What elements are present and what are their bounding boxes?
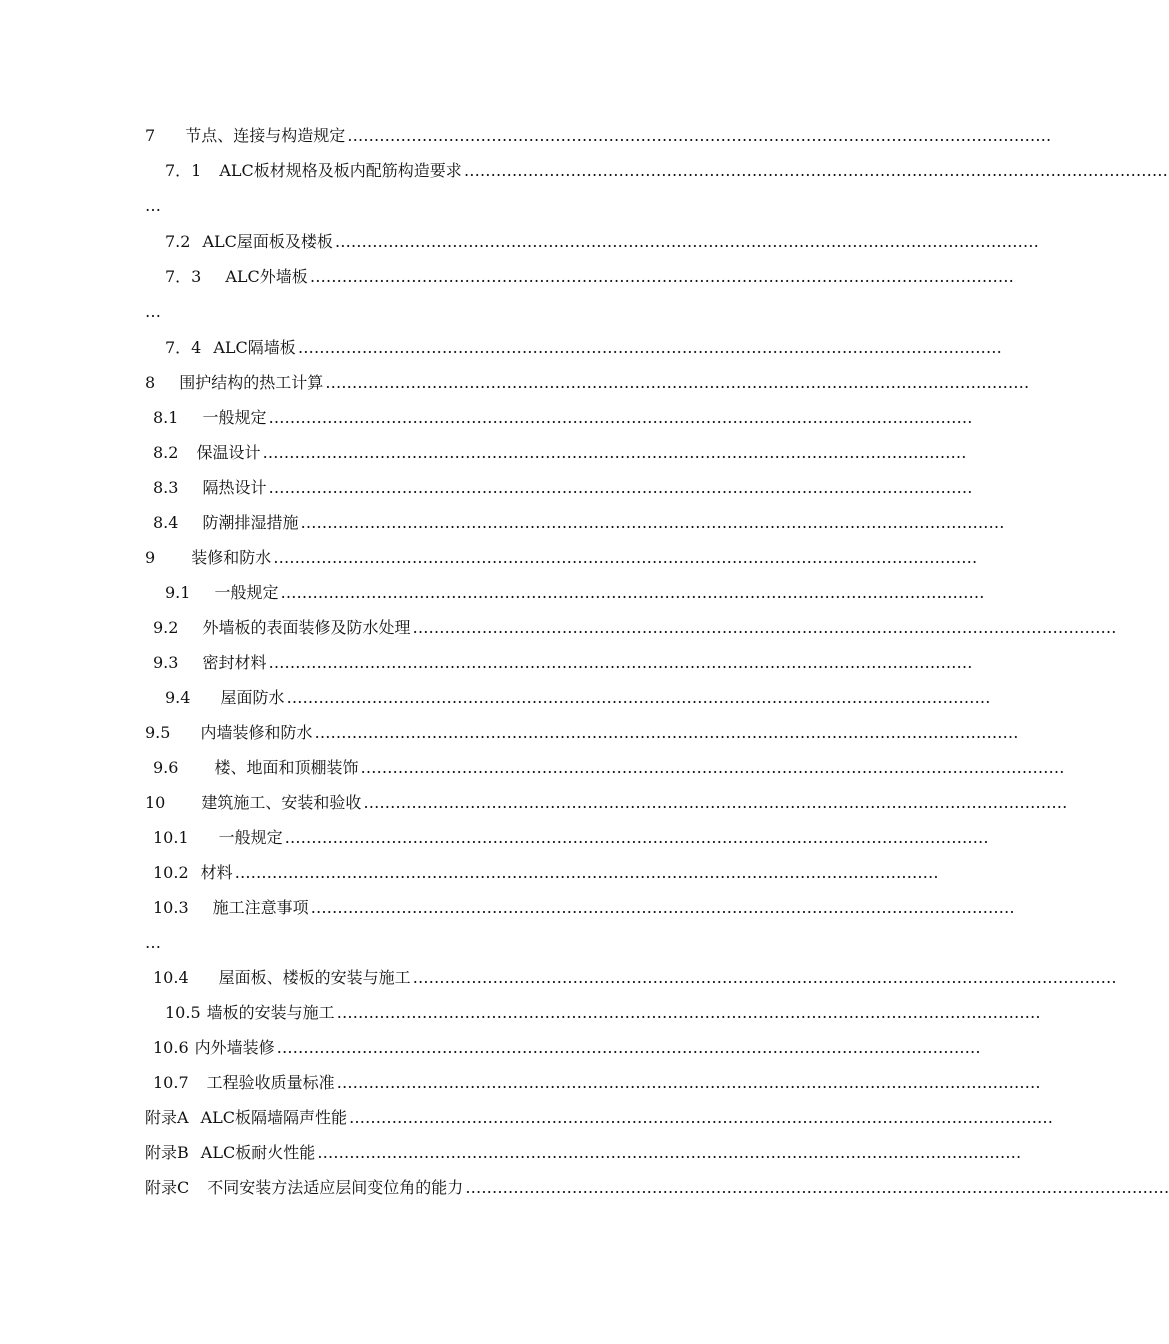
toc-entry-number: 9.2	[153, 618, 179, 637]
toc-leader-dots: ……………………………………………………………………………………………………………………	[262, 443, 967, 462]
toc-entry-label	[145, 860, 233, 886]
toc-entry-label	[145, 1000, 335, 1026]
toc-entry-title: 防潮排湿措施	[202, 513, 299, 532]
toc-entry-label	[145, 615, 410, 641]
toc-entry[interactable]	[145, 335, 1002, 361]
toc-leader-dots: ……………………………………………………………………………………………………………………	[336, 1073, 1041, 1092]
toc-entry-number: 10.6	[153, 1038, 189, 1057]
toc-entry-number: 8	[145, 373, 156, 392]
toc-leader-dots: ……………………………………………………………………………………………………………………	[412, 968, 1117, 987]
toc-leader-dots: ……………………………………………………………………………………………………………………	[286, 688, 991, 707]
toc-entry[interactable]	[145, 475, 973, 501]
toc-entry-title: 工程验收质量标准	[206, 1073, 335, 1092]
toc-entry-number: 10.2	[153, 863, 189, 882]
toc-entry[interactable]	[145, 965, 1117, 991]
toc-entry-title: 一般规定	[202, 408, 267, 427]
toc-entry[interactable]	[145, 370, 1030, 396]
toc-leader-dots: ……………………………………………………………………………………………………………………	[463, 161, 1168, 180]
toc-entry-number: 10.4	[153, 968, 189, 987]
toc-continuation-line	[145, 299, 805, 325]
toc-entry[interactable]	[145, 1140, 1022, 1166]
toc-leader-dots: ……………………………………………………………………………………………………………………	[297, 338, 1002, 357]
toc-entry-label	[145, 895, 309, 921]
toc-leader-dots: ……………………………………………………………………………………………………………………	[268, 408, 973, 427]
toc-entry-label	[145, 158, 462, 184]
toc-leader-dots: ……………………………………………………………………………………………………………………	[412, 618, 1117, 637]
toc-entry-label	[145, 825, 283, 851]
toc-entry-number: 7	[145, 126, 156, 145]
toc-leader-dots: ……………………………………………………………………………………………………………………	[325, 373, 1030, 392]
toc-entry-number: 9.1	[165, 583, 191, 602]
toc-entry[interactable]	[145, 405, 973, 431]
toc-leader-continuation: …	[145, 933, 161, 952]
toc-entry-number: 8.1	[153, 408, 179, 427]
toc-entry-number: 9.4	[165, 688, 191, 707]
toc-entry-title: 墙板的安装与施工	[206, 1003, 335, 1022]
toc-entry[interactable]	[145, 1035, 981, 1061]
toc-entry-title: ALC屋面板及楼板	[202, 232, 333, 251]
toc-entry-title: 装修和防水	[191, 548, 272, 567]
toc-entry-number: 附录C	[145, 1178, 190, 1197]
toc-entry-label	[145, 650, 266, 676]
toc-entry-title: 楼、地面和顶棚装饰	[214, 758, 359, 777]
toc-leader-dots: ……………………………………………………………………………………………………………………	[334, 232, 1039, 251]
toc-entry[interactable]	[145, 229, 1039, 255]
toc-entry-label	[145, 755, 358, 781]
toc-entry-title: 材料	[200, 863, 233, 882]
toc-entry-label	[145, 335, 296, 361]
toc-entry-title: 屋面防水	[220, 688, 285, 707]
toc-entry[interactable]	[145, 650, 973, 676]
toc-leader-dots: ……………………………………………………………………………………………………………………	[347, 126, 1052, 145]
toc-entry-label	[145, 545, 271, 571]
toc-continuation-line	[145, 193, 805, 219]
toc-entry-number: 9.3	[153, 653, 179, 672]
toc-leader-dots: ……………………………………………………………………………………………………………………	[268, 653, 973, 672]
toc-entry-title: 不同安装方法适应层间变位角的能力	[207, 1178, 464, 1197]
toc-entry-title: ALC板隔墙隔声性能	[200, 1108, 347, 1127]
toc-entry-title: 施工注意事项	[212, 898, 309, 917]
toc-entry[interactable]	[145, 615, 1117, 641]
toc-leader-dots: ……………………………………………………………………………………………………………………	[317, 1143, 1022, 1162]
toc-entry-label	[145, 510, 298, 536]
toc-entry-label	[145, 229, 333, 255]
toc-entry-title: 围护结构的热工计算	[179, 373, 324, 392]
toc-entry-title: 屋面板、楼板的安装与施工	[218, 968, 411, 987]
toc-entry-title: 隔热设计	[202, 478, 267, 497]
toc-continuation-line	[145, 930, 805, 956]
toc-entry-label	[145, 1175, 463, 1201]
toc-entry[interactable]	[145, 755, 1065, 781]
toc-entry-number: 10.1	[153, 828, 189, 847]
toc-entry-label	[145, 1070, 335, 1096]
toc-entry-number: 8.4	[153, 513, 179, 532]
toc-leader-continuation: …	[145, 196, 161, 215]
toc-entry-label	[145, 405, 266, 431]
toc-entry[interactable]	[145, 1105, 1053, 1131]
toc-entry-number: 附录B	[145, 1143, 189, 1162]
toc-leader-dots: ……………………………………………………………………………………………………………………	[284, 828, 989, 847]
toc-entry-number: 7.2	[165, 232, 191, 251]
toc-entry[interactable]	[145, 545, 978, 571]
toc-entry-number: 10.3	[153, 898, 189, 917]
toc-entry-label	[145, 965, 411, 991]
toc-entry-label	[145, 685, 284, 711]
toc-leader-continuation: …	[145, 302, 161, 321]
toc-entry[interactable]	[145, 1175, 1169, 1201]
toc-entry[interactable]	[145, 720, 1019, 746]
toc-leader-dots: ……………………………………………………………………………………………………………………	[349, 1108, 1053, 1127]
toc-entry-label	[145, 440, 260, 466]
toc-entry-label	[145, 1035, 275, 1061]
toc-entry-title: ALC板材规格及板内配筋构造要求	[219, 161, 462, 180]
toc-leader-dots: ……………………………………………………………………………………………………………………	[314, 723, 1019, 742]
toc-entry-number: 7．1	[165, 161, 202, 180]
toc-entry-number: 8.2	[153, 443, 179, 462]
toc-entry[interactable]	[145, 860, 939, 886]
toc-leader-dots: ……………………………………………………………………………………………………………………	[268, 478, 973, 497]
toc-leader-dots: ……………………………………………………………………………………………………………………	[280, 583, 985, 602]
toc-entry-title: 一般规定	[214, 583, 279, 602]
toc-leader-dots: ……………………………………………………………………………………………………………………	[300, 513, 1005, 532]
toc-entry[interactable]	[145, 895, 1015, 921]
toc-entry[interactable]	[145, 440, 967, 466]
toc-entry-title: 密封材料	[202, 653, 267, 672]
toc-entry-title: 外墙板的表面装修及防水处理	[202, 618, 411, 637]
toc-entry-label	[145, 264, 308, 290]
toc-entry-label	[145, 1105, 347, 1131]
toc-entry-number: 附录A	[145, 1108, 189, 1127]
toc-entry-number: 10.7	[153, 1073, 189, 1092]
toc-entry-number: 9.6	[153, 758, 179, 777]
toc-entry-title: 建筑施工、安装和验收	[201, 793, 362, 812]
toc-entry[interactable]	[145, 123, 1052, 149]
toc-entry-label	[145, 475, 266, 501]
toc-entry-title: ALC板耐火性能	[200, 1143, 316, 1162]
toc-entry-number: 10	[145, 793, 166, 812]
toc-leader-dots: ……………………………………………………………………………………………………………………	[360, 758, 1065, 777]
toc-entry-label	[145, 370, 323, 396]
toc-leader-dots: ……………………………………………………………………………………………………………………	[273, 548, 978, 567]
toc-leader-dots: ……………………………………………………………………………………………………………………	[234, 863, 939, 882]
toc-entry[interactable]	[145, 685, 991, 711]
toc-leader-dots: ……………………………………………………………………………………………………………………	[276, 1038, 981, 1057]
toc-entry[interactable]	[145, 158, 1168, 184]
toc-entry-number: 9	[145, 548, 156, 567]
toc-entry[interactable]	[145, 510, 1005, 536]
toc-entry-title: 内墙装修和防水	[200, 723, 313, 742]
toc-leader-dots: ……………………………………………………………………………………………………………………	[309, 267, 1014, 286]
toc-leader-dots: ……………………………………………………………………………………………………………………	[310, 898, 1015, 917]
toc-entry[interactable]	[145, 825, 989, 851]
toc-leader-dots: ……………………………………………………………………………………………………………………	[363, 793, 1068, 812]
toc-entry[interactable]	[145, 1000, 1041, 1026]
toc-entry[interactable]	[145, 580, 985, 606]
toc-entry-title: ALC外墙板	[225, 267, 308, 286]
toc-entry-label	[145, 790, 361, 816]
toc-entry-title: 保温设计	[196, 443, 261, 462]
toc-entry[interactable]	[145, 264, 1014, 290]
toc-entry-number: 8.3	[153, 478, 179, 497]
toc-entry-title: 节点、连接与构造规定	[185, 126, 346, 145]
toc-entry-label	[145, 580, 278, 606]
toc-entry-number: 9.5	[145, 723, 171, 742]
toc-entry-title: 一般规定	[218, 828, 283, 847]
toc-entry-title: ALC隔墙板	[213, 338, 296, 357]
toc-entry-label	[145, 720, 312, 746]
toc-entry-number: 7．4	[165, 338, 202, 357]
toc-leader-dots: ……………………………………………………………………………………………………………………	[336, 1003, 1041, 1022]
toc-entry-number: 7．3	[165, 267, 202, 286]
toc-entry[interactable]	[145, 790, 1068, 816]
toc-entry[interactable]	[145, 1070, 1041, 1096]
toc-leader-dots: ……………………………………………………………………………………………………………………	[465, 1178, 1169, 1197]
toc-entry-number: 10.5	[165, 1003, 201, 1022]
toc-entry-label	[145, 123, 345, 149]
toc-entry-title: 内外墙装修	[194, 1038, 275, 1057]
toc-entry-label	[145, 1140, 315, 1166]
